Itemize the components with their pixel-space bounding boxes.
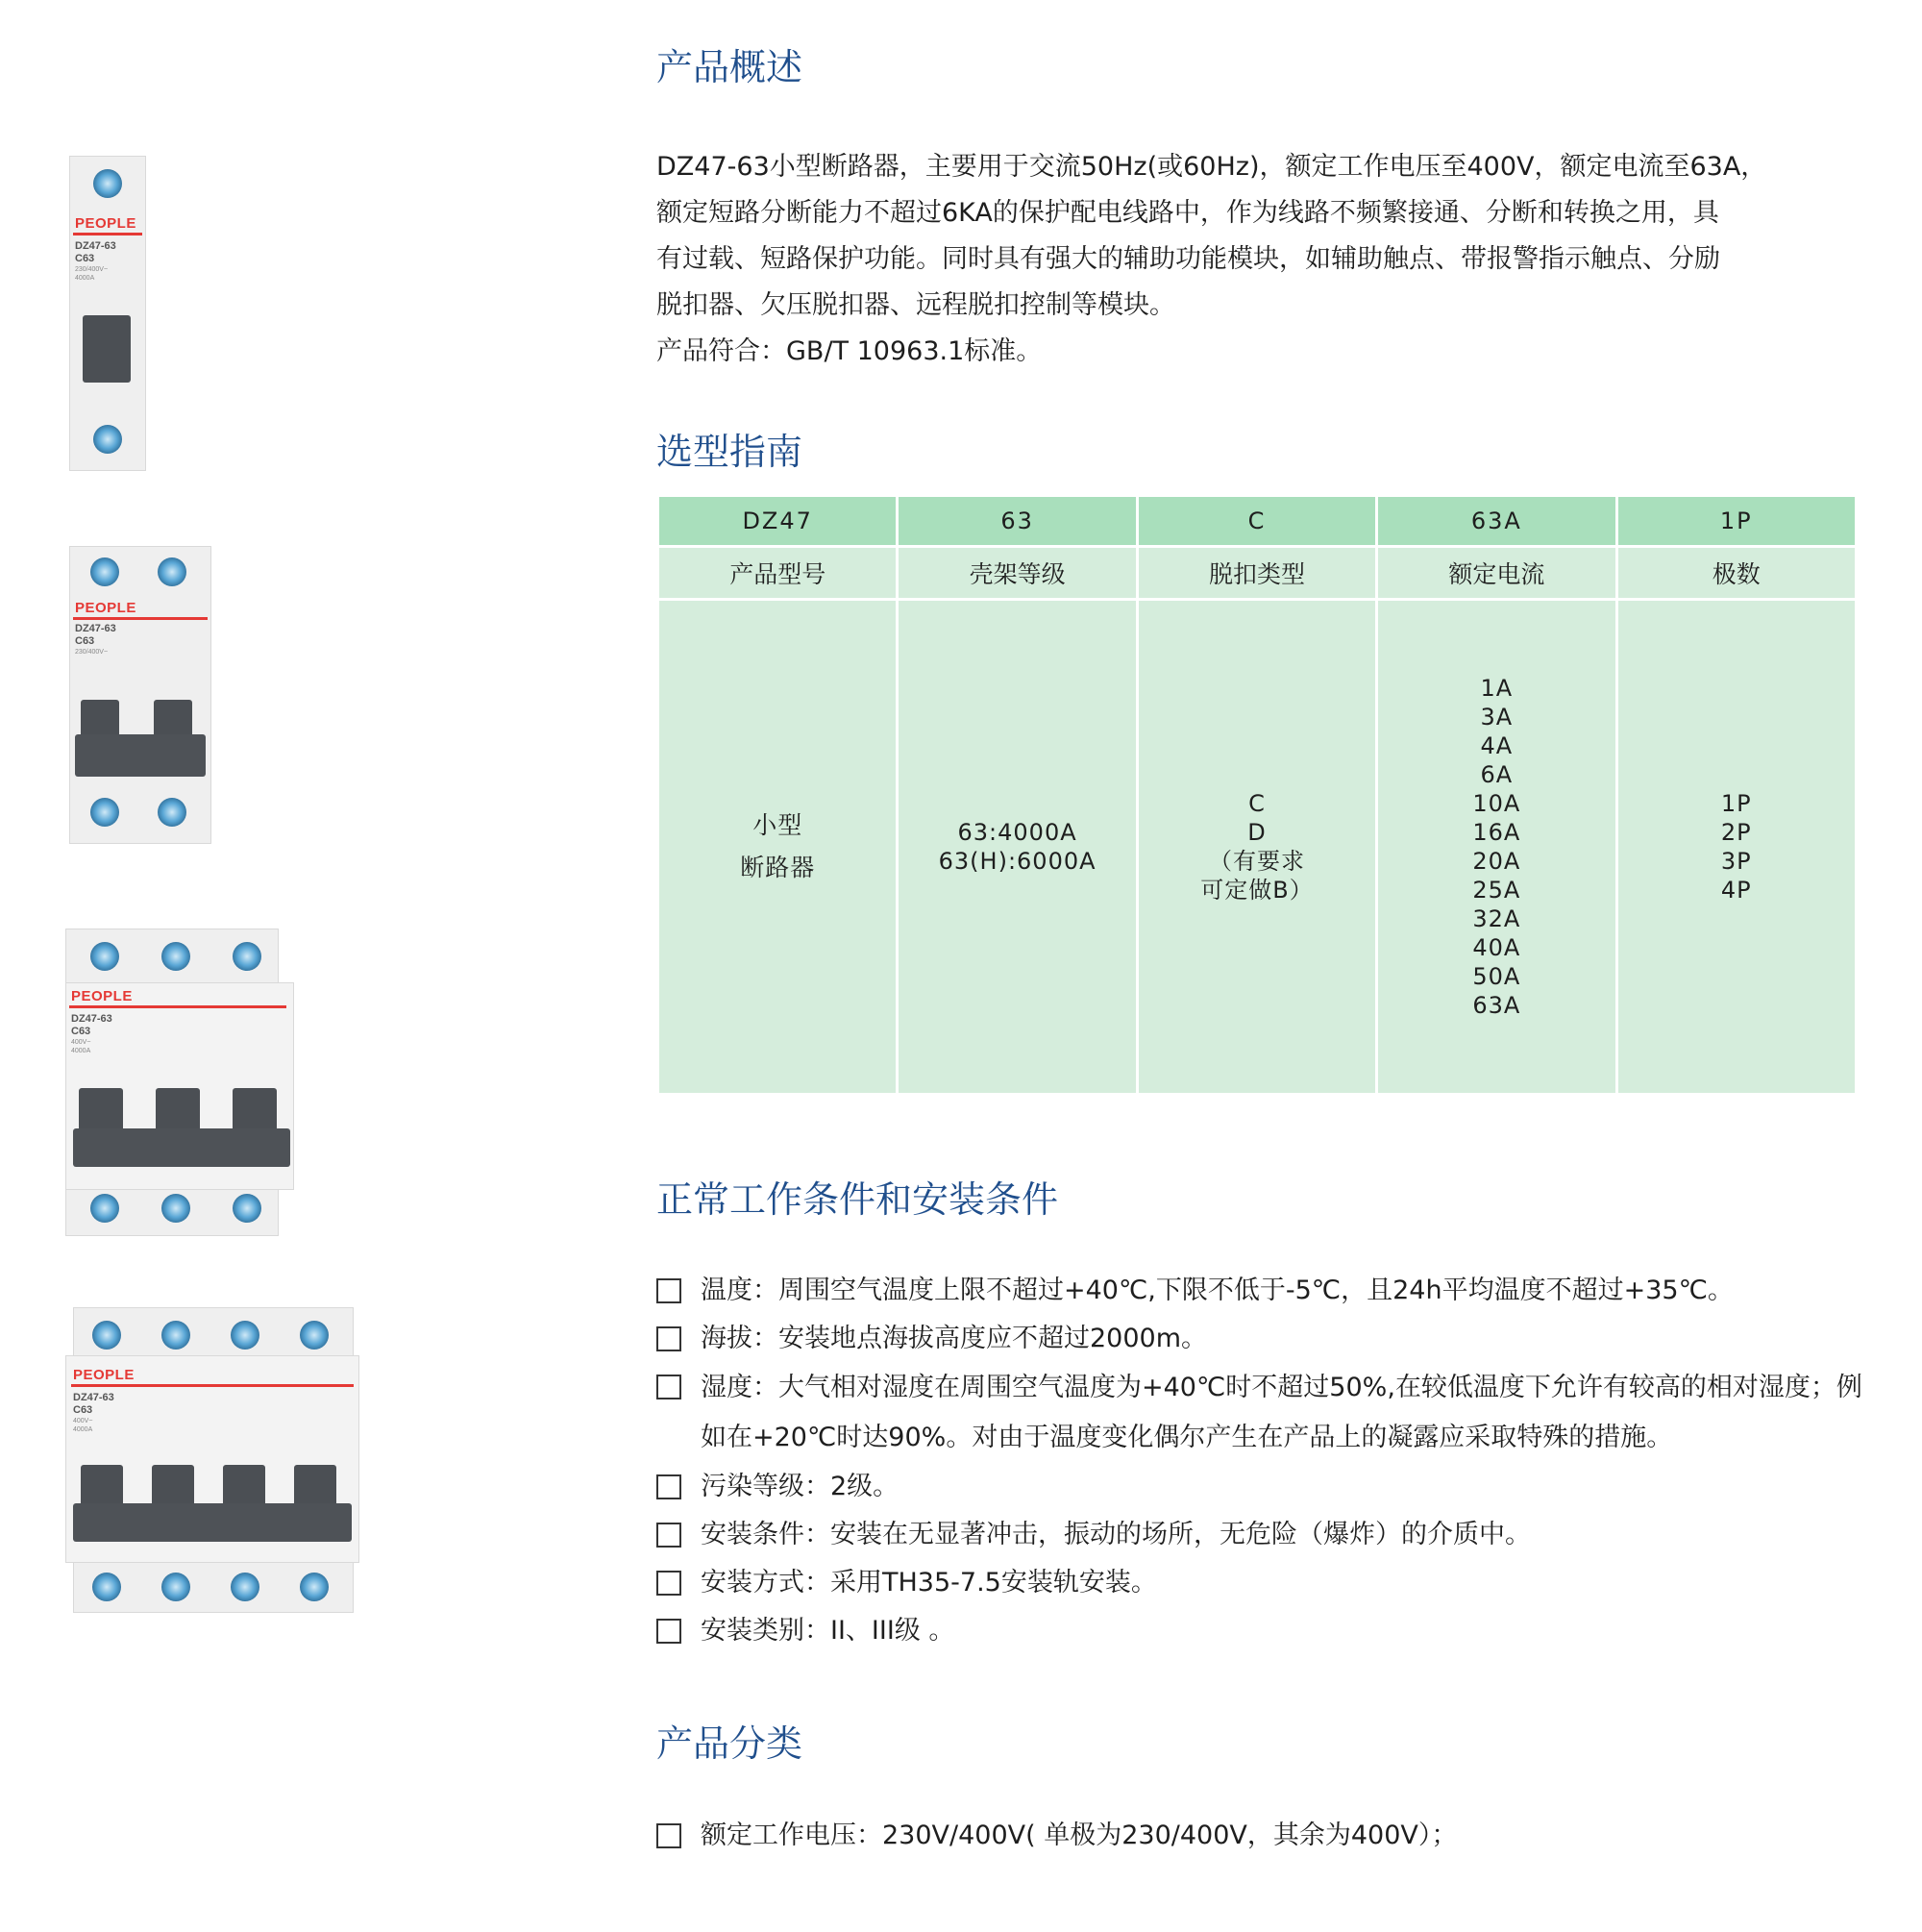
options-row <box>659 601 1855 1093</box>
selection-table <box>656 497 1858 1093</box>
code-cell: DZ47 <box>659 497 896 545</box>
classification-item: 额定工作电压：230V/400V( 单极为230/400V，其余为400V）； <box>656 1812 1877 1860</box>
terminal-screw <box>300 1321 329 1350</box>
checkbox-icon <box>656 1326 681 1351</box>
checkbox-icon <box>656 1523 681 1548</box>
pole-options: 1P 2P 3P 4P <box>1618 601 1855 1093</box>
model-label: DZ47-63 C63 230/400V~ 4000A <box>75 240 116 282</box>
terminal-screw <box>161 1573 190 1601</box>
terminal-screw <box>90 798 119 827</box>
model-label: DZ47-63 C63 400V~ 4000A <box>71 1013 112 1054</box>
handle-tie-bar <box>73 1128 290 1167</box>
label-cell: 产品型号 <box>659 545 896 601</box>
checkbox-icon <box>656 1278 681 1303</box>
terminal-screw <box>93 169 122 198</box>
classification-list <box>656 1812 1877 1860</box>
condition-item: 海拔：安装地点海拔高度应不超过2000m。 <box>656 1315 1877 1363</box>
brand-label: PEOPLE <box>75 215 136 232</box>
breaker-image-3p <box>65 929 294 1236</box>
overview-line: DZ47-63小型断路器，主要用于交流50Hz(或60Hz)，额定工作电压至400V，额定电流至63A， <box>656 152 1767 182</box>
conditions-title: 正常工作条件和安装条件 <box>656 1178 1059 1221</box>
terminal-screw <box>161 1194 190 1223</box>
brand-label: PEOPLE <box>73 1367 135 1383</box>
terminal-screw <box>90 1194 119 1223</box>
terminal-screw <box>158 557 186 586</box>
model-label: DZ47-63 C63 400V~ 4000A <box>73 1392 114 1433</box>
toggle-handle <box>79 1088 123 1134</box>
handle-tie-bar <box>75 734 206 777</box>
product-options: 小型 断路器 <box>659 601 896 1093</box>
breaker-image-2p <box>69 546 211 844</box>
terminal-screw <box>93 425 122 454</box>
brand-label: PEOPLE <box>75 600 136 616</box>
toggle-handle <box>233 1088 277 1134</box>
terminal-screw <box>90 557 119 586</box>
terminal-screw <box>300 1573 329 1601</box>
overview-title: 产品概述 <box>656 46 803 88</box>
label-cell: 脱扣类型 <box>1139 545 1375 601</box>
terminal-screw <box>161 1321 190 1350</box>
terminal-screw <box>233 1194 261 1223</box>
classification-title: 产品分类 <box>656 1722 803 1765</box>
brand-label: PEOPLE <box>71 988 133 1004</box>
toggle-handle <box>83 315 131 383</box>
terminal-screw <box>233 942 261 971</box>
terminal-screw <box>231 1321 259 1350</box>
code-cell: 63A <box>1378 497 1614 545</box>
terminal-screw <box>158 798 186 827</box>
toggle-handle <box>156 1088 200 1134</box>
condition-item: 污染等级：2级。 <box>656 1463 1877 1511</box>
handle-tie-bar <box>73 1503 352 1542</box>
code-row <box>659 497 1855 545</box>
terminal-screw <box>90 942 119 971</box>
condition-item: 安装方式：采用TH35-7.5安装轨安装。 <box>656 1559 1877 1607</box>
checkbox-icon <box>656 1619 681 1644</box>
code-cell: 1P <box>1618 497 1855 545</box>
selection-title: 选型指南 <box>656 431 803 473</box>
overview-text <box>656 144 1877 375</box>
condition-item: 安装条件：安装在无显著冲击，振动的场所，无危险（爆炸）的介质中。 <box>656 1511 1877 1559</box>
frame-options: 63:4000A 63(H):6000A <box>899 601 1135 1093</box>
label-cell: 额定电流 <box>1378 545 1614 601</box>
code-cell: C <box>1139 497 1375 545</box>
overview-line: 额定短路分断能力不超过6KA的保护配电线路中，作为线路不频繁接通、分断和转换之用，具 <box>656 198 1719 228</box>
terminal-screw <box>161 942 190 971</box>
checkbox-icon <box>656 1571 681 1596</box>
terminal-screw <box>92 1321 121 1350</box>
conditions-list <box>656 1267 1877 1655</box>
standard-line: 产品符合：GB/T 10963.1标准。 <box>656 336 1043 366</box>
condition-item: 安装类别：II、III级 。 <box>656 1607 1877 1655</box>
trip-options: C D （有要求 可定做B） <box>1139 601 1375 1093</box>
overview-line: 有过载、短路保护功能。同时具有强大的辅助功能模块，如辅助触点、带报警指示触点、分励 <box>656 244 1720 274</box>
code-cell: 63 <box>899 497 1135 545</box>
label-row <box>659 545 1855 601</box>
breaker-image-4p <box>65 1307 359 1613</box>
terminal-screw <box>231 1573 259 1601</box>
condition-item: 湿度：大气相对湿度在周围空气温度为+40℃时不超过50%,在较低温度下允许有较高的相对湿度；例如在+20℃时达90%。对由于温度变化偶尔产生在产品上的凝露应采取特殊的措施。 <box>656 1363 1877 1463</box>
checkbox-icon <box>656 1823 681 1848</box>
model-label: DZ47-63 C63 230/400V~ <box>75 623 116 656</box>
label-cell: 壳架等级 <box>899 545 1135 601</box>
condition-item: 温度：周围空气温度上限不超过+40℃,下限不低于-5℃，且24h平均温度不超过+35℃。 <box>656 1267 1877 1315</box>
label-cell: 极数 <box>1618 545 1855 601</box>
overview-line: 脱扣器、欠压脱扣器、远程脱扣控制等模块。 <box>656 290 1175 320</box>
current-options: 1A 3A 4A 6A 10A 16A 20A 25A 32A 40A 50A 63A <box>1378 601 1614 1093</box>
terminal-screw <box>92 1573 121 1601</box>
checkbox-icon <box>656 1375 681 1399</box>
checkbox-icon <box>656 1474 681 1499</box>
breaker-image-1p <box>69 156 146 471</box>
